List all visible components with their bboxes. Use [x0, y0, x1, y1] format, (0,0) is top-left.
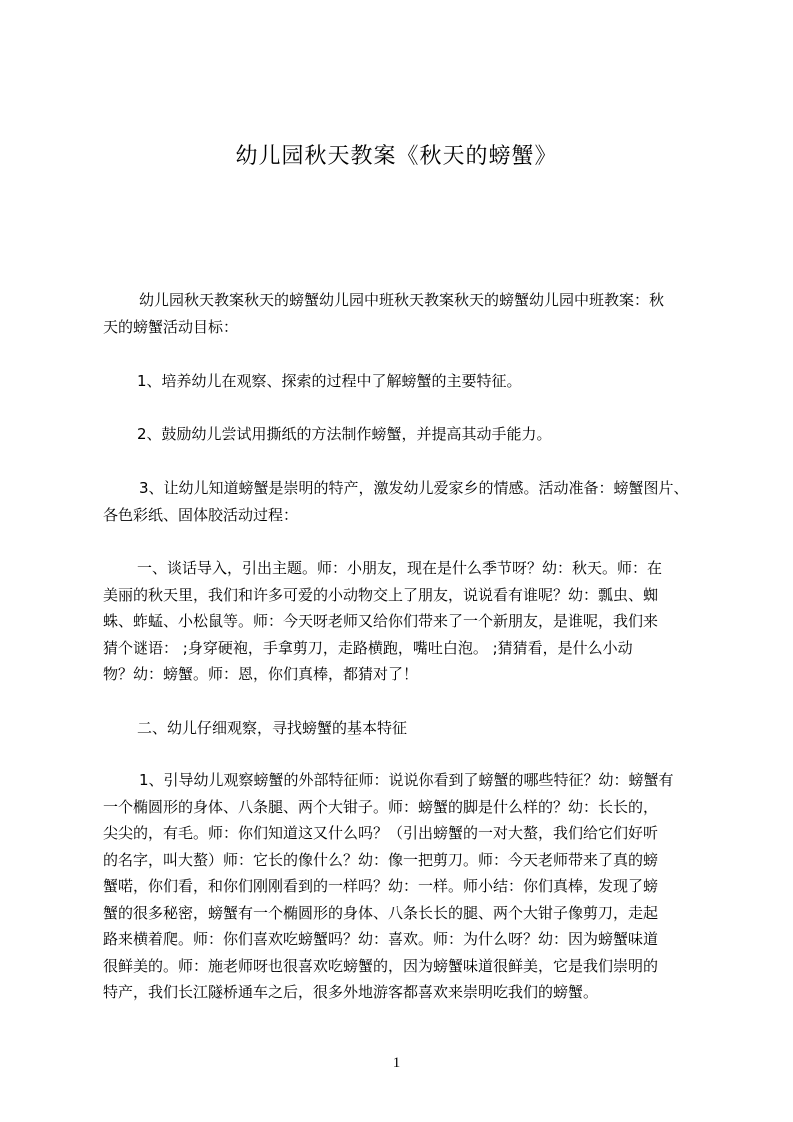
section-2-paragraph [103, 767, 703, 1006]
text-line: 天的螃蟹活动目标： [103, 317, 239, 336]
text-line: 蟹的很多秘密，螃蟹有一个椭圆形的身体、八条长长的腿、两个大钳子像剪刀，走起 [103, 903, 659, 922]
document-title: 幼儿园秋天教案《秋天的螃蟹》 [235, 144, 558, 169]
text-line: 一、谈话导入，引出主题。师：小朋友，现在是什么季节呀？幼：秋天。师：在 [137, 559, 663, 577]
section-2-heading [103, 715, 703, 742]
section-heading: 二、幼儿仔细观察，寻找螃蟹的基本特征 [137, 719, 408, 737]
text-line: 路来横着爬。师：你们喜欢吃螃蟹吗？幼：喜欢。师：为什么呀？幼：因为螃蟹味道 [103, 930, 659, 948]
text-line: 各色彩纸、固体胶活动过程： [103, 505, 299, 524]
text-line: 蟹喏，你们看，和你们刚刚看到的一样吗？幼：一样。师小结：你们真棒，发现了螃 [103, 877, 659, 895]
page-number: 1 [392, 1055, 401, 1071]
text-line: 2、鼓励幼儿尝试用撕纸的方法制作螃蟹，并提高其动手能力。 [137, 425, 552, 443]
text-line: 美丽的秋天里，我们和许多可爱的小动物交上了朋友，说说看有谁呢？幼：瓢虫、蜘 [103, 585, 659, 604]
goal-1-paragraph [103, 368, 703, 395]
text-line: 蛛、蚱蜢、小松鼠等。师：今天呀老师又给你们带来了一个新朋友，是谁呢，我们来 [103, 612, 659, 630]
goal-2-paragraph [103, 421, 703, 448]
text-line: 一个椭圆形的身体、八条腿、两个大钳子。师：螃蟹的脚是什么样的？幼：长长的， [103, 797, 659, 816]
section-1-paragraph [103, 555, 703, 688]
text-line: 的名字，叫大螯）师：它长的像什么？幼：像一把剪刀。师：今天老师带来了真的螃 [103, 850, 659, 869]
text-line: 猜个谜语： ;身穿硬袍，手拿剪刀，走路横跑，嘴吐白泡。 ;猜猜看，是什么小动 [103, 638, 633, 657]
text-line: 幼儿园秋天教案秋天的螃蟹幼儿园中班秋天教案秋天的螃蟹幼儿园中班教案：秋 [139, 291, 665, 309]
intro-paragraph [103, 287, 703, 340]
goal-3-paragraph [103, 475, 703, 528]
text-line: 很鲜美的。师：施老师呀也很喜欢吃螃蟹的，因为螃蟹味道很鲜美，它是我们崇明的 [103, 956, 659, 975]
text-line: 物？幼：螃蟹。师：恩，你们真棒，都猜对了！ [103, 665, 419, 683]
text-line: 1、培养幼儿在观察、探索的过程中了解螃蟹的主要特征。 [137, 372, 522, 390]
text-line: 尖尖的，有毛。师：你们知道这又什么吗？（引出螃蟹的一对大螯，我们给它们好听 [103, 824, 659, 842]
text-line: 1、引导幼儿观察螃蟹的外部特征师：说说你看到了螃蟹的哪些特征？幼：螃蟹有 [139, 771, 674, 789]
text-line: 特产，我们长江隧桥通车之后，很多外地游客都喜欢来崇明吃我们的螃蟹。 [103, 983, 599, 1001]
text-line: 3、让幼儿知道螃蟹是崇明的特产，激发幼儿爱家乡的情感。活动准备：螃蟹图片、 [139, 479, 689, 497]
